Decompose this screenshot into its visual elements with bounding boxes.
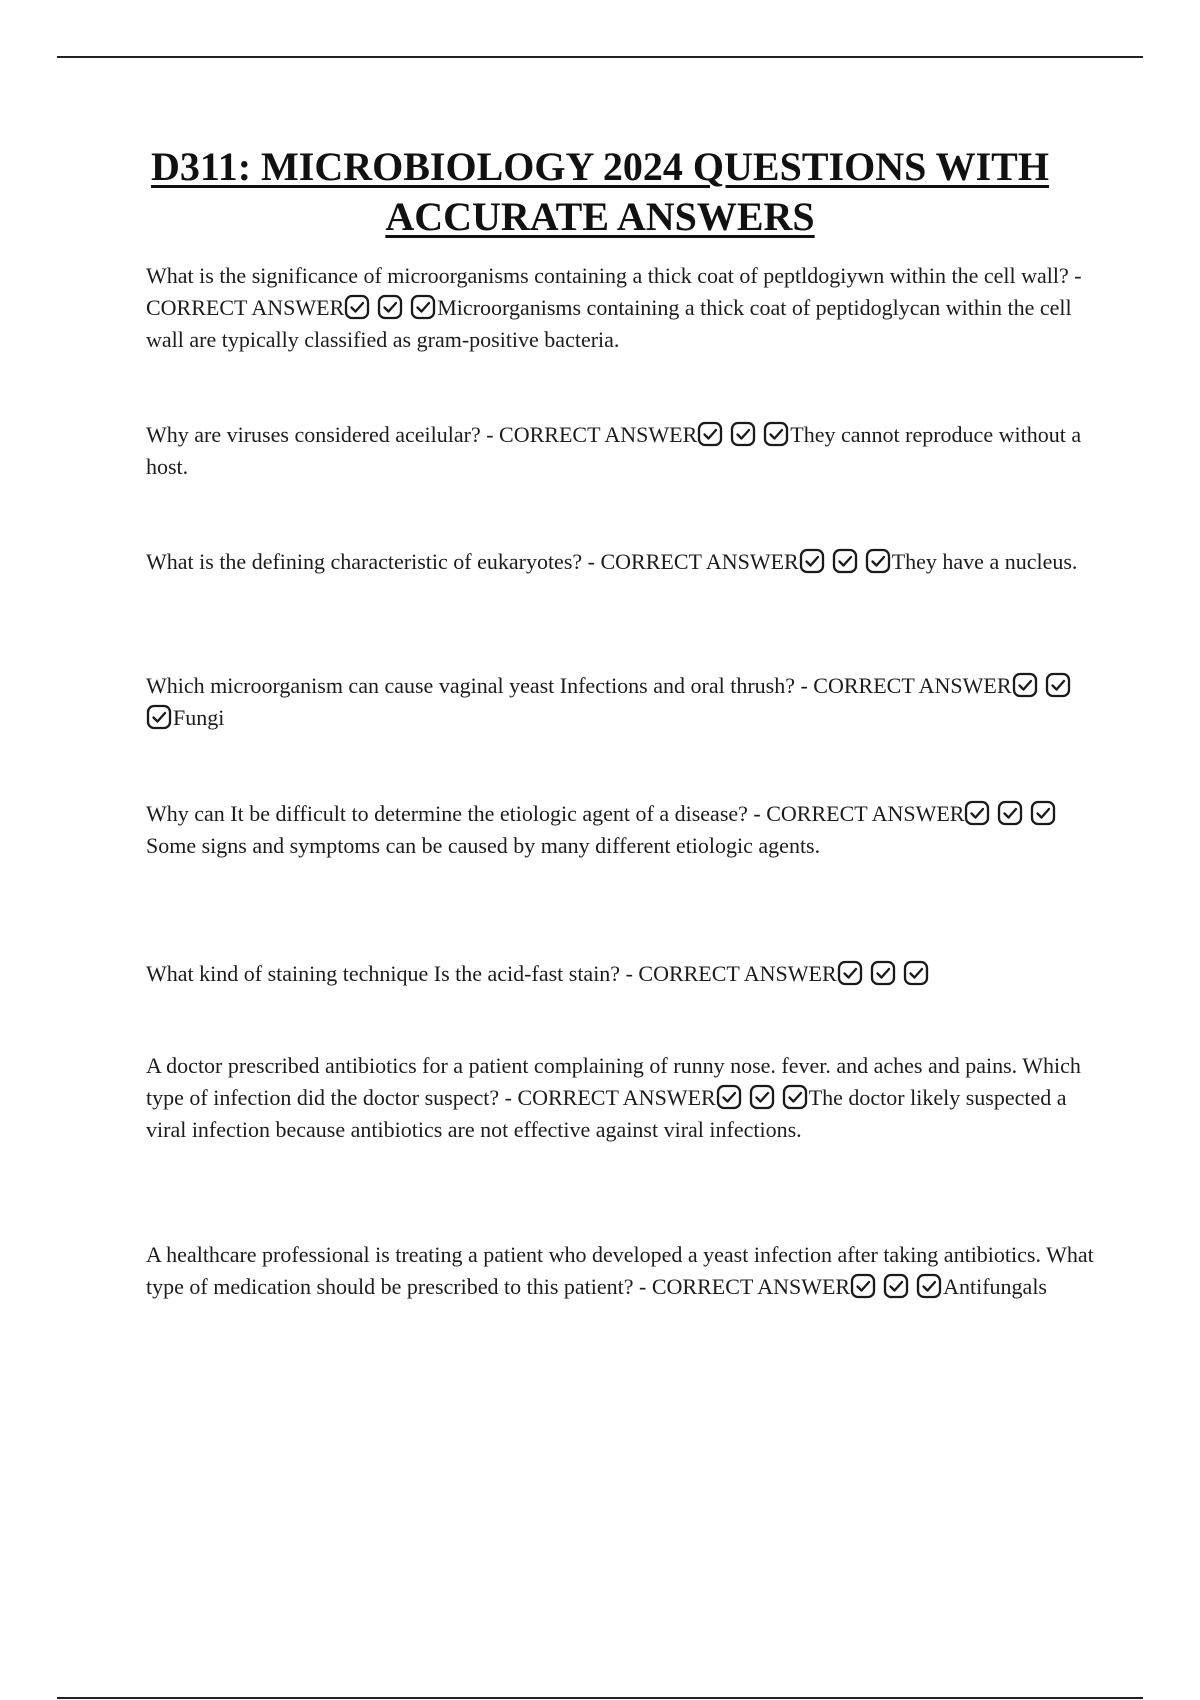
answer-text: Antifungals xyxy=(943,1274,1047,1299)
check-marks xyxy=(837,961,930,986)
question-text: A healthcare professional is treating a patient who developed a yeast infection after taking antibiotics. What type of medication should be prescribed to this patient? - CORRECT ANSWER xyxy=(146,1242,1094,1299)
checkbox-checked-icon xyxy=(870,960,896,986)
document-title-text: D311: MICROBIOLOGY 2024 QUESTIONS WITH ACCURATE ANSWERS xyxy=(151,144,1049,239)
checkbox-checked-icon xyxy=(1045,672,1071,698)
checkbox-checked-icon xyxy=(716,1084,742,1110)
answer-text: They have a nucleus. xyxy=(891,549,1078,574)
checkbox-checked-icon xyxy=(850,1273,876,1299)
check-marks xyxy=(799,549,892,574)
checkbox-checked-icon xyxy=(883,1273,909,1299)
qa-item xyxy=(146,1239,1096,1303)
qa-item xyxy=(146,419,1096,483)
question-text: A doctor prescribed antibiotics for a patient complaining of runny nose. fever. and aches and pains. Which type of infection did the doctor suspect? - CORRECT ANSWER xyxy=(146,1053,1081,1110)
checkbox-checked-icon xyxy=(749,1084,775,1110)
qa-item xyxy=(146,798,1096,862)
document-title xyxy=(100,142,1100,242)
answer-text: They cannot reproduce without a host. xyxy=(146,422,1082,479)
checkbox-checked-icon xyxy=(1012,672,1038,698)
qa-item xyxy=(146,958,1096,990)
answer-text: Microorganisms containing a thick coat of peptidoglycan within the cell wall are typically classified as gram-positive bacteria. xyxy=(146,295,1072,352)
answer-text: Some signs and symptoms can be caused by many different etiologic agents. xyxy=(146,833,821,858)
check-marks xyxy=(697,422,790,447)
question-text: What kind of staining technique Is the acid-fast stain? - CORRECT ANSWER xyxy=(146,961,837,986)
question-text: What is the defining characteristic of eukaryotes? - CORRECT ANSWER xyxy=(146,549,799,574)
check-marks xyxy=(964,801,1057,826)
checkbox-checked-icon xyxy=(146,704,172,730)
checkbox-checked-icon xyxy=(903,960,929,986)
question-text: Why are viruses considered aceilular? - CORRECT ANSWER xyxy=(146,422,698,447)
checkbox-checked-icon xyxy=(832,548,858,574)
answer-text: Fungi xyxy=(173,705,225,730)
question-text: What is the significance of microorganisms containing a thick coat of peptldogiywn within the cell wall? - CORRECT ANSWER xyxy=(146,263,1082,320)
checkbox-checked-icon xyxy=(730,421,756,447)
qa-item xyxy=(146,546,1096,578)
checkbox-checked-icon xyxy=(799,548,825,574)
qa-item xyxy=(146,670,1096,734)
checkbox-checked-icon xyxy=(1030,800,1056,826)
question-text: Why can It be difficult to determine the etiologic agent of a disease? - CORRECT ANSWER xyxy=(146,801,965,826)
bottom-rule xyxy=(57,1697,1143,1699)
checkbox-checked-icon xyxy=(964,800,990,826)
checkbox-checked-icon xyxy=(782,1084,808,1110)
qa-item xyxy=(146,1050,1096,1146)
checkbox-checked-icon xyxy=(837,960,863,986)
check-marks xyxy=(850,1274,943,1299)
check-marks xyxy=(716,1085,809,1110)
checkbox-checked-icon xyxy=(763,421,789,447)
checkbox-checked-icon xyxy=(377,294,403,320)
top-rule xyxy=(57,56,1143,58)
checkbox-checked-icon xyxy=(997,800,1023,826)
checkbox-checked-icon xyxy=(344,294,370,320)
checkbox-checked-icon xyxy=(410,294,436,320)
qa-item xyxy=(146,260,1096,356)
checkbox-checked-icon xyxy=(865,548,891,574)
checkbox-checked-icon xyxy=(697,421,723,447)
answer-text: The doctor likely suspected a viral infection because antibiotics are not effective against viral infections. xyxy=(146,1085,1067,1142)
question-text: Which microorganism can cause vaginal yeast Infections and oral thrush? - CORRECT ANSWER xyxy=(146,673,1012,698)
check-marks xyxy=(344,295,437,320)
checkbox-checked-icon xyxy=(916,1273,942,1299)
